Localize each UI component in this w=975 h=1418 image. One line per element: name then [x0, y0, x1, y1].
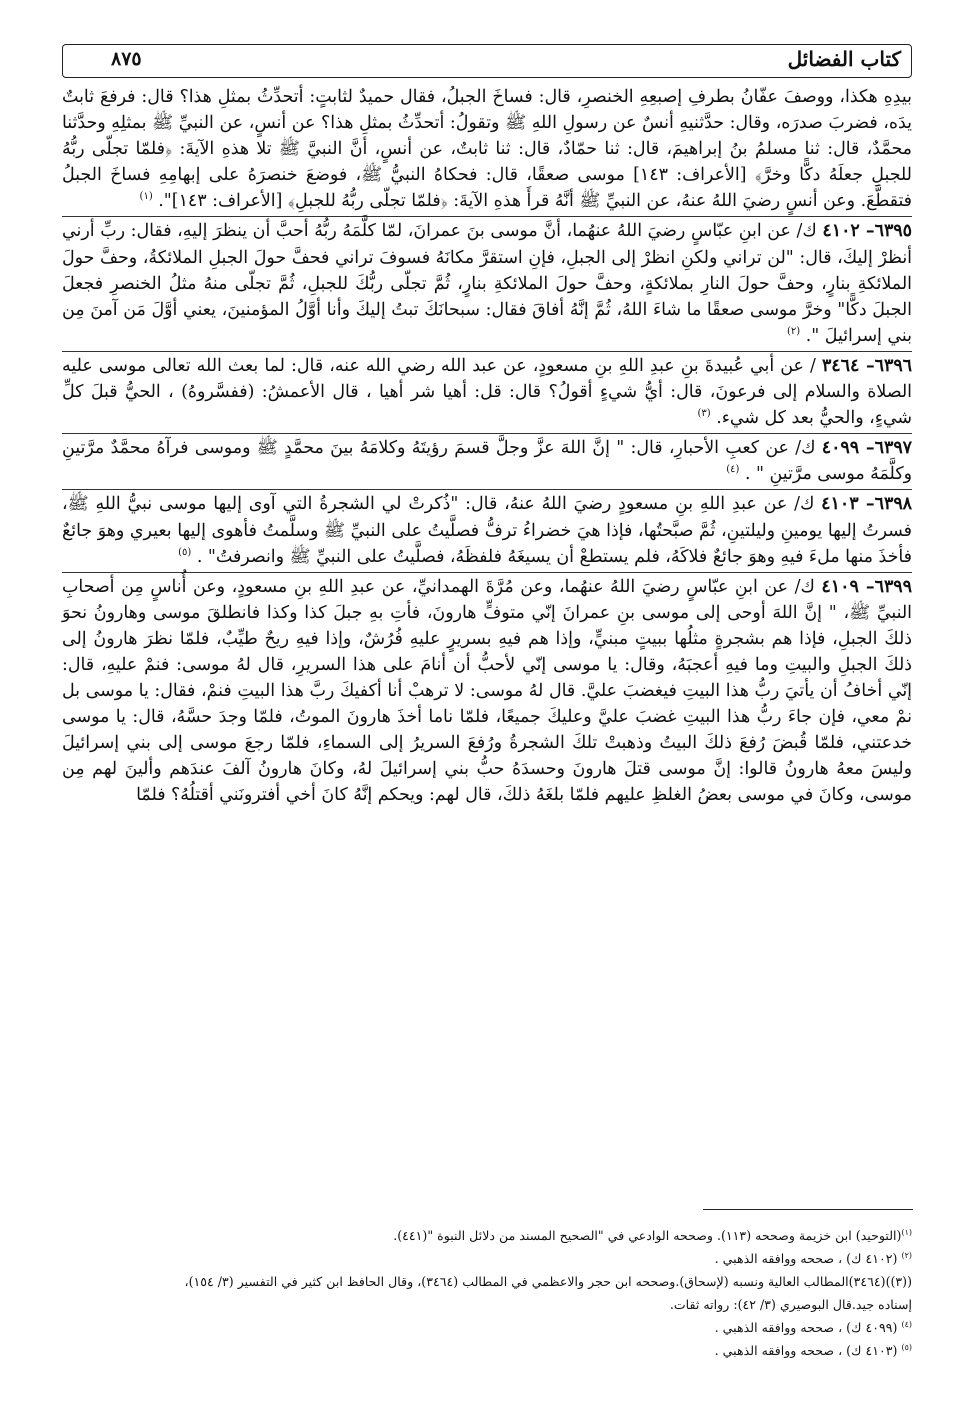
footnote-text: (٤٠٩٩ ك) ، صححه ووافقه الذهبي .	[714, 1320, 898, 1335]
footnote-separator	[703, 1209, 913, 1210]
footnote-mark: (٢)	[901, 1250, 912, 1260]
footnote-ref: (٥)	[178, 546, 192, 558]
intro-text: بيدِهِ هكذا، ووصفَ عفّانُ بطرفِ إصبعِهِ الخنصرِ، قال: فساخَ الجبلُ، فقال حميدٌ لثابتٍ: أتحدِّثُ بمثلِ هذا؟ قال: فرفعَ ثابتٌ يدَه، فضربَ صدرَه، وقال: حدَّثنيهِ أنسٌ عن رسولِ اللهِ ﷺ وتقولُ: أتحدِّثُ بمثلِ هذا؟ عن أنسٍ، عن النبيِّ ﷺ بمثلِهِ وحدَّثنا محمَّدٌ، قال: ثنا مسلمُ بنُ إبراهيمَ، قال: ثنا حمّادٌ، قال: ثنا ثابتٌ، عن أنسٍ، أنَّ النبيَّ ﷺ تلا هذهِ الآيةَ: ﴿فلمّا تجلّى ربُّهُ للجبلِ جعلَهُ دكًّا وخرَّ﴾ [الأعراف: ١٤٣] موسى صعقًا، قال: فحكاهُ النبيُّ ﷺ، فوضعَ خنصرَهُ على إبهامِهِ فساخَ الجبلُ فتقطَّعَ. وعن أنسٍ رضيَ اللهُ عنهُ، عن النبيِّ ﷺ أنَّهُ قرأَ هذهِ الآيةَ: ﴿فلمّا تجلّى ربُّهُ للجبلِ﴾ [الأعراف: ١٤٣]".	[62, 87, 912, 212]
footnote-mark: (٤)	[901, 1319, 912, 1329]
footnote-ref: (٣)	[697, 408, 711, 420]
footnote-text: (٤١٠٣ ك) ، صححه ووافقه الذهبي .	[714, 1343, 898, 1358]
footnotes	[62, 1224, 912, 1362]
footnote-text: (٤١٠٢ ك) ، صححه ووافقه الذهبي .	[714, 1251, 898, 1266]
hadith-number: ٦٣٩٩– ٤١٠٩	[821, 576, 912, 597]
intro-paragraph	[62, 84, 912, 214]
footnote	[62, 1316, 912, 1339]
hadith-number: ٦٣٩٧– ٤٠٩٩	[821, 438, 913, 459]
hadith-text: ك/ عن عبدِ اللهِ بنِ مسعودٍ رضيَ اللهُ عنهُ، قال: "ذُكرتْ لي الشجرةُ التي آوى إليها موسى نبيُّ اللهِ ﷺ، فسرتُ إليها يومينِ وليلتينِ، ثُمَّ صبَّحتُها، فإذا هيَ خضراءُ ترفُّ فصلَّيتُ على النبيِّ ﷺ وسلَّمتُ فأهوى إليها بعيري وهوَ جائعٌ فأخذَ منها ملءَ فيهِ وهوَ جائعٌ فلاكَهُ، فلم يستطعْ أن يسيغَهُ فلفظَهُ، فصلَّيتُ على النبيِّ ﷺ وانصرفتُ" .	[62, 494, 912, 567]
page-header	[62, 44, 912, 78]
footnote-mark: ((٣))	[885, 1274, 912, 1289]
footnote-continuation	[62, 1293, 912, 1316]
footnote-ref: (١)	[139, 191, 153, 203]
footnote-mark: (١)	[901, 1227, 912, 1237]
main-text	[62, 84, 912, 809]
hadith-number: ٦٣٩٨– ٤١٠٣	[821, 494, 913, 515]
footnote	[62, 1224, 912, 1247]
hadith-entry	[62, 489, 912, 569]
hadith-text: ك/ عن كعبِ الأحبارِ، قال: " إنَّ اللهَ عزَّ وجلَّ قسمَ رؤيتَهُ وكلامَهُ بينَ محمَّدٍ ﷺ وموسى فرآهُ محمَّدٌ مرَّتينِ وكلَّمَهُ موسى مرَّتينِ " .	[62, 438, 912, 485]
hadith-text: ك/ عن ابنِ عبّاسٍ رضيَ اللهُ عنهُما، أنَّ موسى بنَ عمرانَ، لمّا كلَّمَهُ ربُّهُ أحبَّ أن ينظرَ إليهِ، فقال: ربِّ أرني أنظرْ إليكَ، قال: "لن تراني ولكنِ انظرْ إلى الجبلِ، فإنِ استقرَّ مكانَهُ فسوفَ تراني فحفَّ حولَ الجبلِ الملائكةُ، وحفَّ حولَ الملائكةِ بنارٍ، وحفَّ حولَ النارِ بملائكةٍ، وحفَّ حولَ الملائكةِ بنارٍ، ثُمَّ تجلّى ربُّكَ للجبلِ، ثُمَّ تجلّى منهُ مثلُ الخنصرِ فجعلَ الجبلَ دكًّا" وخرَّ موسى صعقًا ما شاءَ اللهُ، ثُمَّ إنَّهُ أفاقَ فقال: سبحانَكَ تبتُ إليكَ وأنا أوَّلُ المؤمنينَ، يعني أوَّلَ مَن آمنَ مِن بني إسرائيلَ ".	[62, 221, 912, 346]
hadith-entry	[62, 433, 912, 487]
footnote	[62, 1270, 912, 1293]
hadith-entry	[62, 572, 912, 809]
hadith-entry	[62, 216, 912, 348]
hadith-number: ٦٣٩٦– ٣٤٦٤	[821, 355, 913, 376]
hadith-text: / عن أبي عُبيدةَ بنِ عبدِ اللهِ بنِ مسعودٍ، عن عبد الله رضي الله عنه، قال: لما بعث الله تعالى موسى عليه الصلاة والسلام إلى فرعونَ، قال: أيُّ شيءٍ أقولُ؟ قال: قل: أهيا شر أهيا ، قال الأعمشُ: (ففسَّروهُ) ، الحيُّ قبلَ كلِّ شيءٍ، والحيُّ بعد كل شيء.	[62, 355, 912, 429]
footnote	[62, 1247, 912, 1270]
book-title: كتاب الفضائل	[787, 47, 901, 71]
hadith-entry	[62, 351, 912, 431]
footnote-text: (التوحيد) ابن خزيمة وصححه (١١٣). وصححه الوادعي في "الصحيح المسند من دلائل النبوة "(٤٤١).	[393, 1228, 902, 1243]
footnote-text: (٣٤٦٤)المطالب العالية ونسبه (لإسحاق).وصححه ابن حجر والاعظمي في المطالب (٣٤٦٤)، وقال الحافظ ابن كثير في التفسير (٣/ ١٥٤)،	[184, 1274, 886, 1289]
hadith-text: ك/ عن ابنِ عبّاسٍ رضيَ اللهُ عنهُما، وعن مُرَّةَ الهمدانيِّ، عن عبدِ اللهِ بنِ مسعودٍ، وعن أُناسٍ مِن أصحابِ النبيِّ ﷺ، " إنَّ اللهَ أوحى إلى موسى بنِ عمرانَ إنّي متوفٍّ هارونَ، فأتِ بهِ جبلَ كذا وكذا فانطلقَ موسى وهارونُ نحوَ ذلكَ الجبلِ، فإذا هم بشجرةٍ مثلُها ببيتٍ مبنيٍّ، وإذا هم فيهِ بسريرٍ عليهِ فُرُشٌ، وإذا فيهِ ريحٌ طيِّبٌ، فلمّا نظرَ هارونُ إلى ذلكَ الجبلِ والبيتِ وما فيهِ أعجبَهُ، وقال: يا موسى إنّي لأحبُّ أن أنامَ على هذا السريرِ، قال لهُ موسى: فنمْ عليهِ، قال: إنّي أخافُ أن يأتيَ ربُّ هذا البيتِ فيغضبَ عليَّ. قال لهُ موسى: لا ترهبْ أنا أكفيكَ ربَّ هذا البيتِ فنمْ، فقال: يا موسى بل نمْ معي، فإن جاءَ ربُّ هذا البيتِ غضبَ عليَّ وعليكَ جميعًا، فلمّا ناما أخذَ هارونَ الموتُ، فلمّا وجدَ حسَّهُ، قال: يا موسى خدعتني، فلمّا قُبضَ رُفعَ ذلكَ البيتُ وذهبتْ تلكَ الشجرةُ ورُفعَ السريرُ إلى السماءِ، فلمّا رجعَ موسى إلى بني إسرائيلَ وليسَ معهُ هارونُ قالوا: إنَّ موسى قتلَ هارونَ وحسدَهُ حبُّ بني إسرائيلَ لهُ، وكانَ هارونُ آلفَ عندَهم وألينَ لهم مِن موسى، وكانَ في موسى بعضُ الغلظِ عليهم فلمّا بلغَهُ ذلكَ، قال لهم: ويحكم إنَّهُ كانَ أخي أفترونَني أقتلُهُ؟ فلمّا	[62, 576, 912, 806]
footnote	[62, 1339, 912, 1362]
hadith-number: ٦٣٩٥– ٤١٠٢	[822, 221, 912, 242]
footnote-ref: (٢)	[787, 326, 801, 338]
footnote-text: إسناده جيد.قال البوصيري (٣/ ٤٢): رواته ثقات.	[669, 1297, 912, 1312]
footnote-mark: (٥)	[901, 1342, 912, 1352]
page	[62, 44, 912, 809]
page-number: ٨٧٥	[111, 48, 142, 70]
footnote-ref: (٤)	[726, 464, 740, 476]
